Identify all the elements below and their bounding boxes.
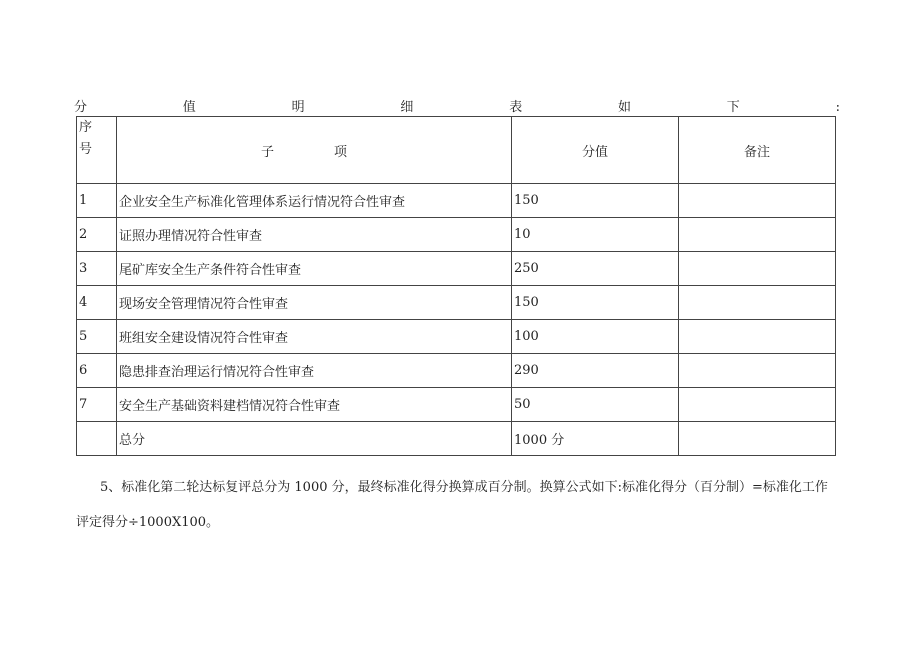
row-item: 安全生产基础资料建档情况符合性审查 (117, 388, 512, 422)
row-item: 总分 (117, 422, 512, 456)
paragraph-line-2: 评定得分÷1000X100。 (76, 515, 220, 530)
row-score: 1000 分 (512, 422, 679, 456)
row-note (679, 422, 836, 456)
row-score: 290 (512, 354, 679, 388)
row-note (679, 218, 836, 252)
row-index: 2 (77, 218, 117, 252)
row-item: 企业安全生产标准化管理体系运行情况符合性审查 (117, 184, 512, 218)
table-row (77, 354, 836, 388)
row-index: 6 (77, 354, 117, 388)
row-index: 1 (77, 184, 117, 218)
row-score: 250 (512, 252, 679, 286)
row-score: 100 (512, 320, 679, 354)
row-note (679, 286, 836, 320)
heading-char: 明 (291, 100, 305, 115)
table-heading (74, 99, 840, 117)
table-row (77, 184, 836, 218)
header-item: 子 项 (117, 117, 512, 184)
table-row (77, 388, 836, 422)
row-note (679, 252, 836, 286)
table-header-row (77, 117, 836, 184)
row-note (679, 320, 836, 354)
table-row (77, 286, 836, 320)
heading-char: 值 (182, 100, 196, 115)
row-index: 3 (77, 252, 117, 286)
table-row (77, 218, 836, 252)
heading-char: : (835, 100, 840, 115)
score-table (76, 116, 836, 456)
row-item: 隐患排查治理运行情况符合性审查 (117, 354, 512, 388)
heading-char: 分 (74, 100, 88, 115)
row-index (77, 422, 117, 456)
row-item: 证照办理情况符合性审查 (117, 218, 512, 252)
heading-char: 下 (726, 100, 740, 115)
header-score: 分值 (512, 117, 679, 184)
header-index: 序 号 (77, 117, 117, 184)
paragraph-line-1: 5、标准化第二轮达标复评总分为 1000 分，最终标准化得分换算成百分制。换算公式如下:标准化得分（百分制）=标准化工作 (100, 480, 828, 495)
row-note (679, 184, 836, 218)
table-row (77, 252, 836, 286)
row-index: 7 (77, 388, 117, 422)
row-item: 班组安全建设情况符合性审查 (117, 320, 512, 354)
heading-char: 如 (617, 100, 631, 115)
row-score: 50 (512, 388, 679, 422)
heading-char: 表 (509, 100, 523, 115)
heading-char: 细 (400, 100, 414, 115)
table-row (77, 320, 836, 354)
table-row-total (77, 422, 836, 456)
row-score: 150 (512, 184, 679, 218)
row-index: 5 (77, 320, 117, 354)
row-index: 4 (77, 286, 117, 320)
row-note (679, 354, 836, 388)
row-score: 10 (512, 218, 679, 252)
row-score: 150 (512, 286, 679, 320)
header-note: 备注 (679, 117, 836, 184)
row-item: 现场安全管理情况符合性审查 (117, 286, 512, 320)
row-note (679, 388, 836, 422)
row-item: 尾矿库安全生产条件符合性审查 (117, 252, 512, 286)
